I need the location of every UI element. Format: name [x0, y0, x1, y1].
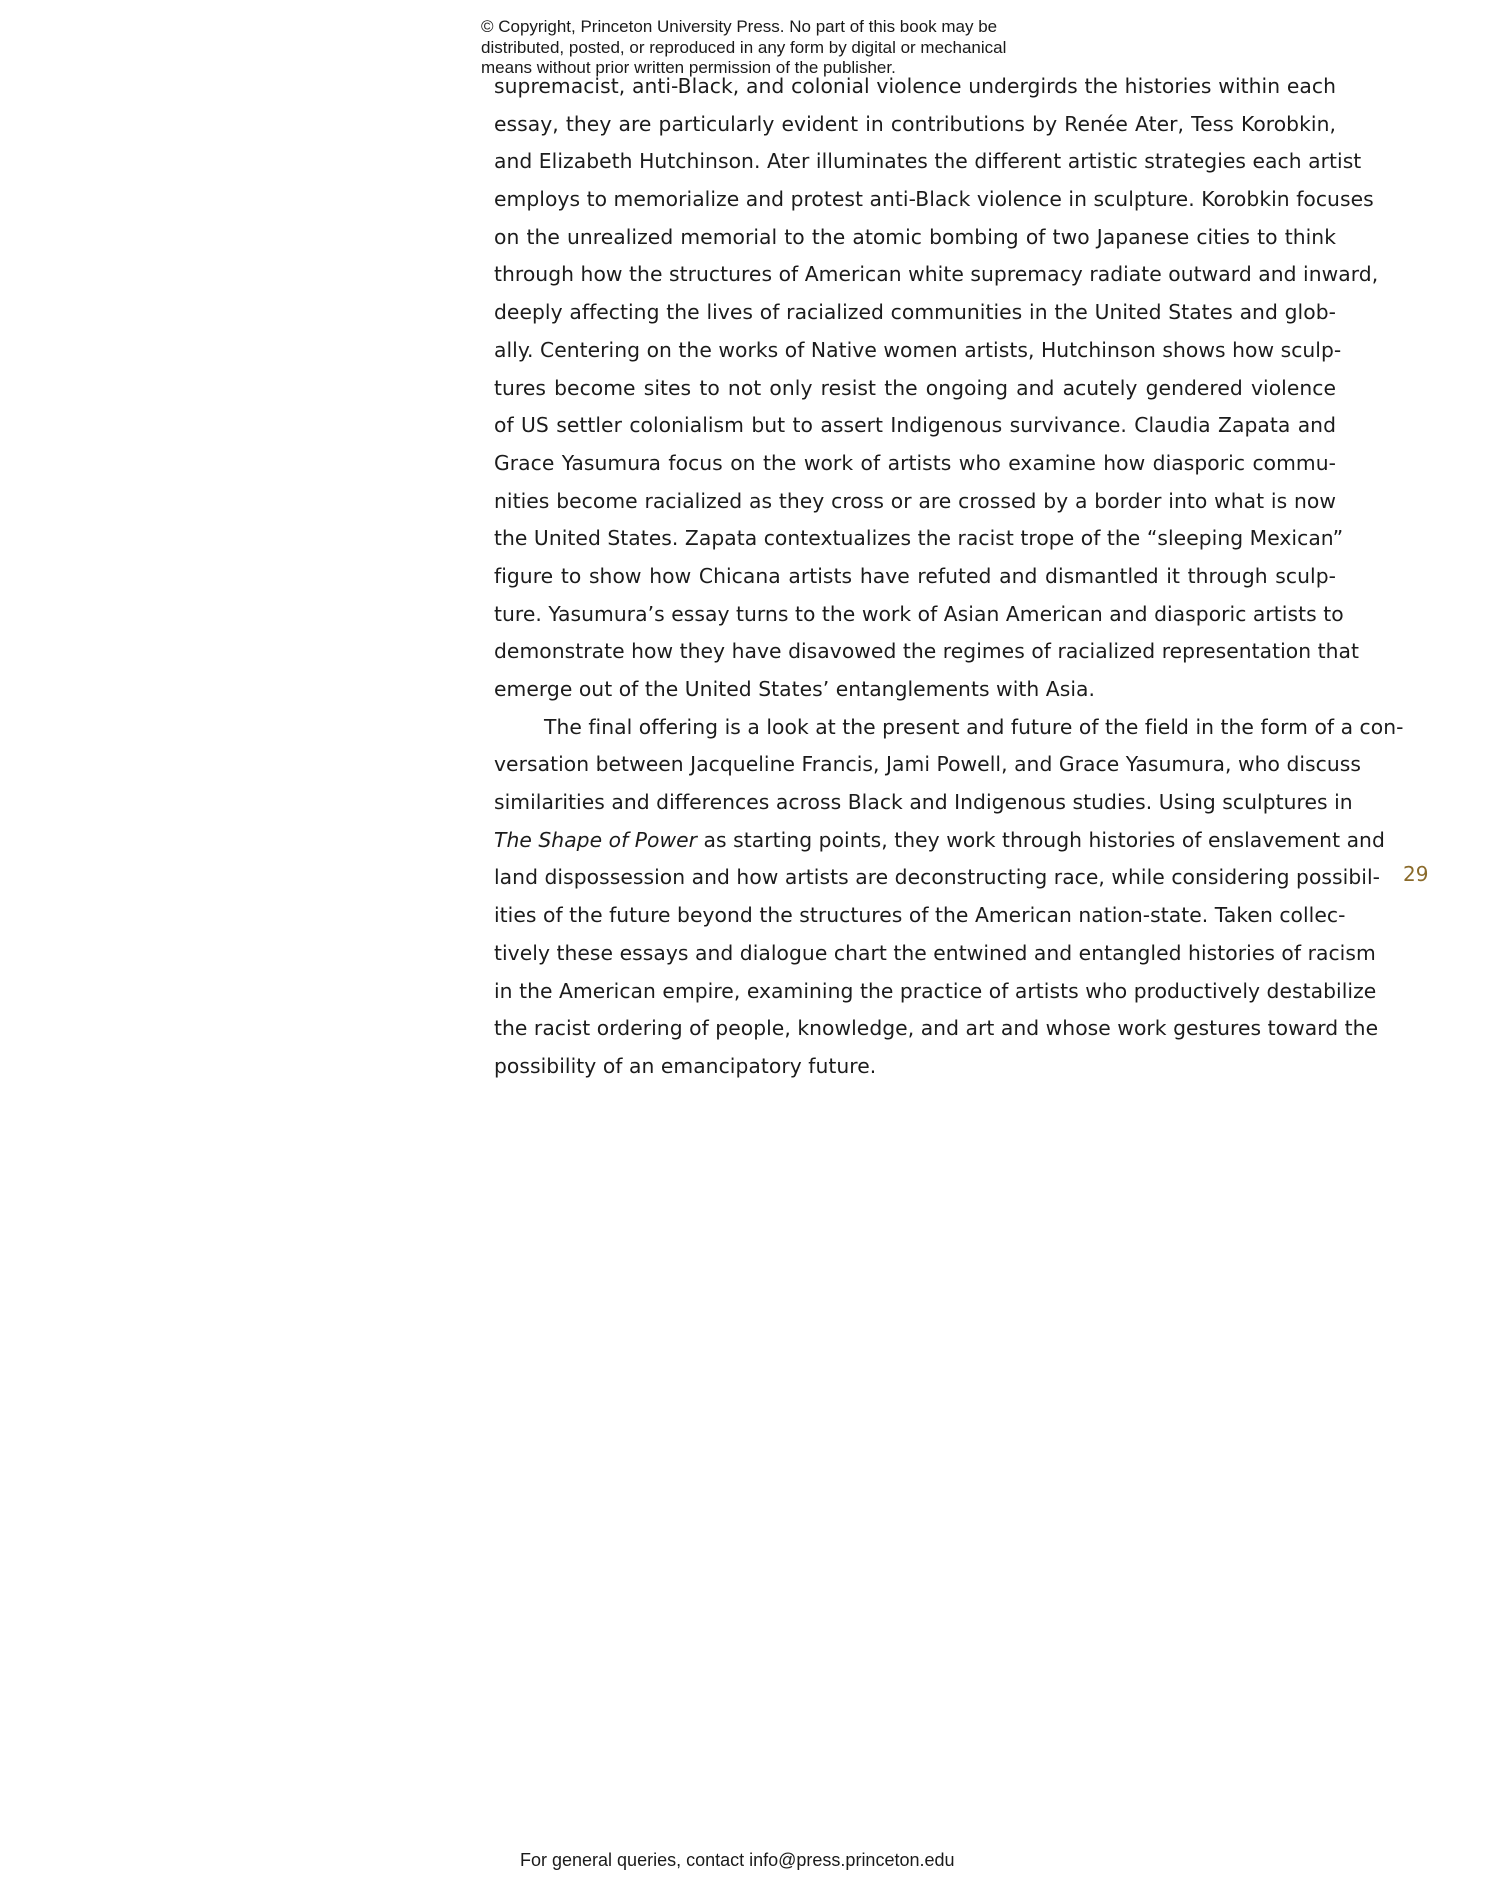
text-line: emerge out of the United States’ entanglements with Asia.	[494, 677, 1095, 701]
text-line: supremacist, anti-Black, and colonial violence undergirds the histories within each	[494, 74, 1336, 98]
text-line: on the unrealized memorial to the atomic bombing of two Japanese cities to think	[494, 224, 1336, 249]
copyright-line: © Copyright, Princeton University Press. No part of this book may be	[481, 17, 998, 36]
text-line: versation between Jacqueline Francis, Jami Powell, and Grace Yasumura, who discuss	[494, 752, 1362, 777]
text-line: figure to show how Chicana artists have refuted and dismantled it through sculp-	[494, 563, 1336, 588]
text-line: land dispossession and how artists are deconstructing race, while considering possibil-	[494, 865, 1380, 890]
text-line: tively these essays and dialogue chart the entwined and entangled histories of racism	[494, 940, 1376, 965]
text-line: ities of the future beyond the structures of the American nation-state. Taken collec-	[494, 903, 1346, 928]
text-line: The final offering is a look at the present and future of the field in the form of a con-	[544, 714, 1404, 739]
text-line: Grace Yasumura focus on the work of artists who examine how diasporic commu-	[494, 450, 1336, 475]
copyright-notice	[481, 17, 1041, 79]
text-line: tures become sites to not only resist the ongoing and acutely gendered violence	[494, 375, 1336, 400]
text-line: of US settler colonialism but to assert Indigenous survivance. Claudia Zapata and	[494, 413, 1336, 438]
text-line: similarities and differences across Black and Indigenous studies. Using sculptures in	[494, 790, 1353, 815]
paragraph-1	[494, 68, 1379, 709]
text-fragment: as starting points, they work through histories of enslavement and	[697, 827, 1385, 852]
copyright-line: distributed, posted, or reproduced in any form by digital or mechanical	[481, 37, 1007, 57]
text-line: ture. Yasumura’s essay turns to the work of Asian American and diasporic artists to	[494, 601, 1344, 626]
text-line: deeply affecting the lives of racialized communities in the United States and glob-	[494, 300, 1336, 325]
book-title: The Shape of Power	[494, 827, 698, 852]
footer-contact: For general queries, contact info@press.princeton.edu	[520, 1850, 955, 1870]
text-line: demonstrate how they have disavowed the regimes of racialized representation that	[494, 639, 1360, 664]
text-line: ally. Centering on the works of Native women artists, Hutchinson shows how sculp-	[494, 337, 1342, 362]
text-line: the racist ordering of people, knowledge, and art and whose work gestures toward the	[494, 1016, 1379, 1041]
text-line: in the American empire, examining the practice of artists who productively destabilize	[494, 978, 1377, 1003]
text-line: nities become racialized as they cross or are crossed by a border into what is now	[494, 488, 1336, 513]
text-line	[494, 822, 1385, 860]
copyright-line: means without prior written permission of the publisher.	[481, 58, 896, 77]
text-line: and Elizabeth Hutchinson. Ater illuminates the different artistic strategies each artist	[494, 149, 1362, 174]
paragraph-2	[494, 709, 1404, 1086]
page-number: 29	[1403, 862, 1429, 886]
text-line: essay, they are particularly evident in contributions by Renée Ater, Tess Korobkin,	[494, 111, 1336, 136]
body-text	[494, 68, 1404, 1086]
text-line: possibility of an emancipatory future.	[494, 1053, 877, 1078]
text-line: the United States. Zapata contextualizes the racist trope of the “sleeping Mexican”	[494, 526, 1344, 551]
text-line: employs to memorialize and protest anti-Black violence in sculpture. Korobkin focuses	[494, 187, 1374, 212]
text-line: through how the structures of American white supremacy radiate outward and inward,	[494, 262, 1379, 287]
